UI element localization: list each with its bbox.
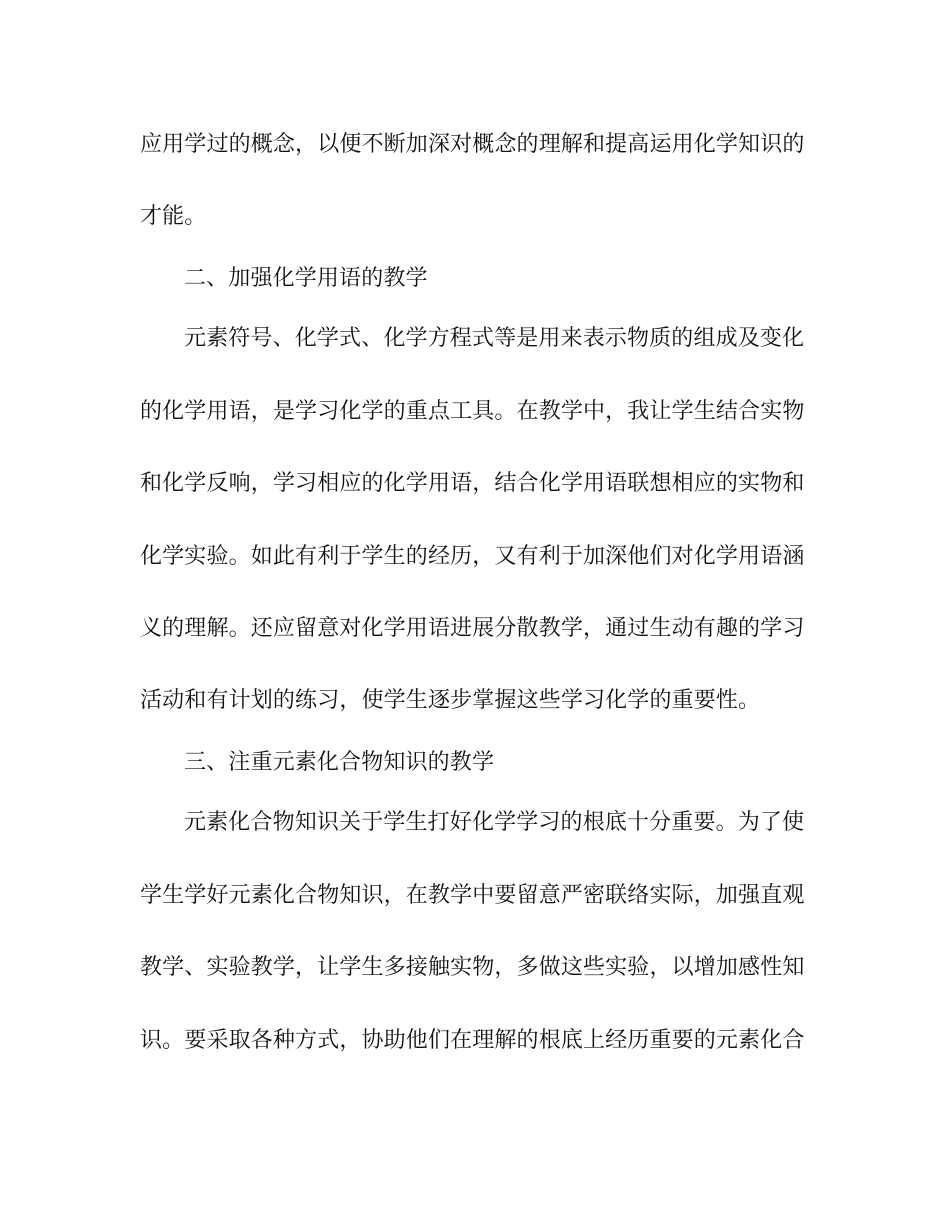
paragraph-line: 应用学过的概念，以便不断加深对概念的理解和提高运用化学知识的 — [140, 132, 805, 157]
paragraph-line: 识。要采取各种方式，协助他们在理解的根底上经历重要的元素化合 — [140, 1028, 805, 1053]
paragraph-line: 元素化合物知识关于学生打好化学学习的根底十分重要。为了使 — [184, 810, 805, 835]
paragraph-line: 教学、实验教学，让学生多接触实物，多做这些实验，以增加感性知 — [140, 955, 805, 980]
paragraph-line: 学生学好元素化合物知识，在教学中要留意严密联络实际，加强直观 — [140, 883, 805, 908]
paragraph-line: 义的理解。还应留意对化学用语进展分散教学，通过生动有趣的学习 — [140, 616, 805, 641]
section-heading: 三、注重元素化合物知识的教学 — [184, 750, 495, 775]
paragraph-line: 和化学反响，学习相应的化学用语，结合化学用语联想相应的实物和 — [140, 471, 805, 496]
paragraph-line: 化学实验。如此有利于学生的经历，又有利于加深他们对化学用语涵 — [140, 544, 805, 569]
paragraph-line: 的化学用语，是学习化学的重点工具。在教学中，我让学生结合实物 — [140, 399, 805, 424]
paragraph-line: 活动和有计划的练习，使学生逐步掌握这些学习化学的重要性。 — [140, 688, 761, 713]
paragraph-line: 元素符号、化学式、化学方程式等是用来表示物质的组成及变化 — [184, 326, 805, 351]
section-heading: 二、加强化学用语的教学 — [184, 266, 428, 291]
paragraph-line: 才能。 — [140, 204, 207, 229]
